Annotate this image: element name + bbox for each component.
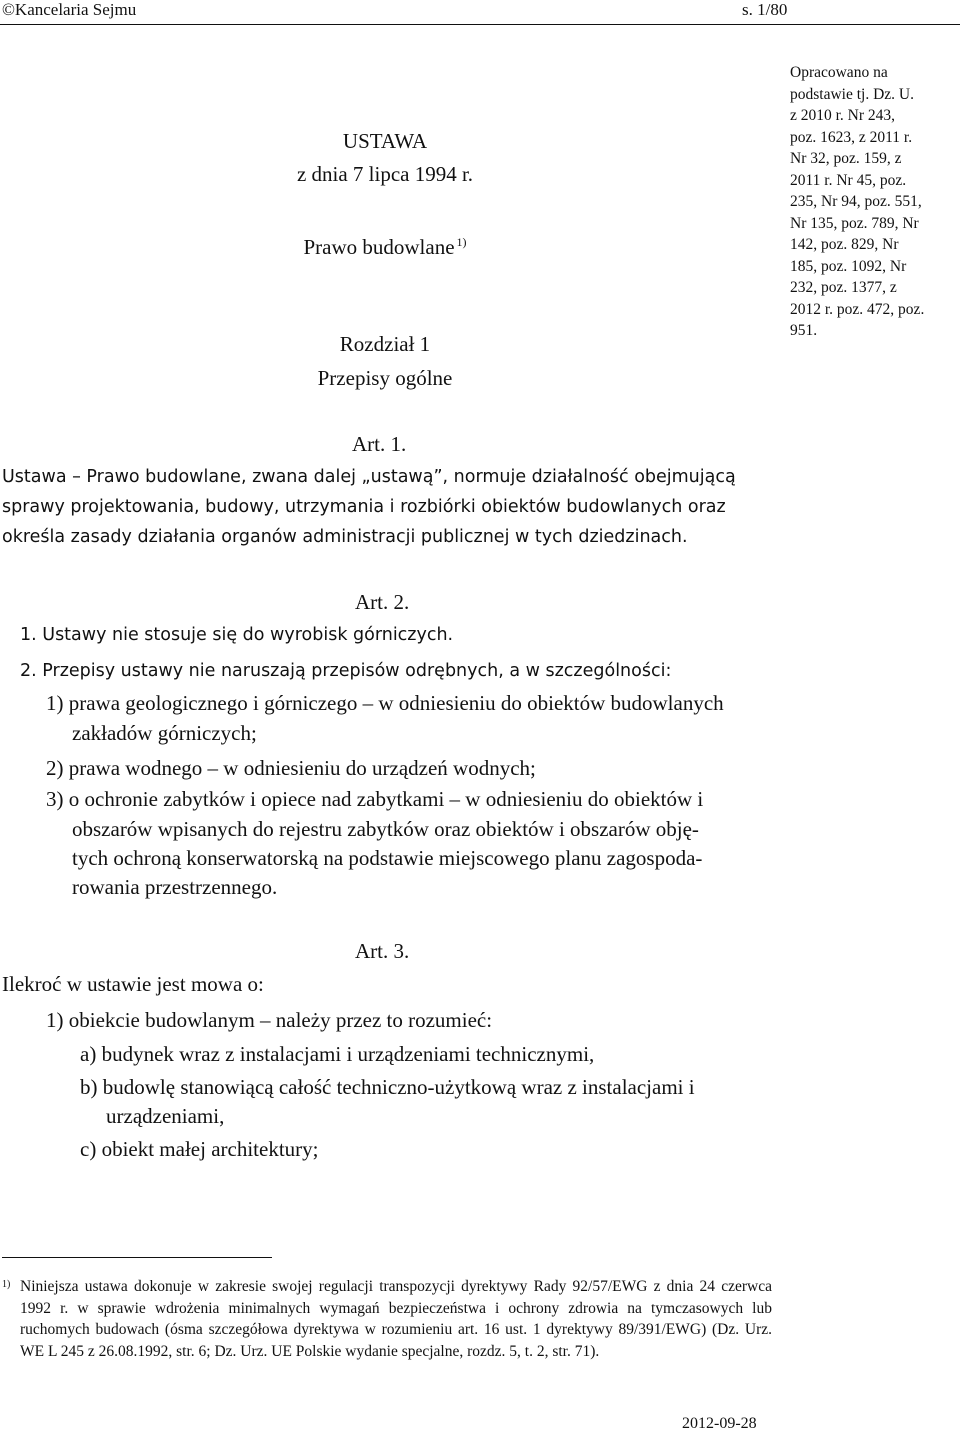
source-note — [790, 62, 960, 342]
header-page-number: s. 1/80 — [742, 0, 788, 19]
art1-line: Ustawa – Prawo budowlane, zwana dalej „ustawą”, normuje działalność obejmującą — [2, 467, 736, 487]
act-name-text: Prawo budowlane — [303, 235, 455, 259]
source-note-line: 185, poz. 1092, Nr — [790, 257, 907, 275]
footnote-divider — [2, 1257, 272, 1258]
art2-item-2: 2) prawa wodnego – w odniesieniu do urządzeń wodnych; — [46, 756, 536, 780]
art3-item-b-cont: urządzeniami, — [106, 1104, 225, 1128]
source-note-line: Nr 135, poz. 789, Nr — [790, 214, 919, 232]
header-copyright: ©Kancelaria Sejmu — [2, 0, 137, 19]
source-note-line: z 2010 r. Nr 243, — [790, 107, 896, 124]
art1-line: określa zasady działania organów administracji publicznej w tych dziedzinach. — [2, 527, 688, 547]
art3-item-a: a) budynek wraz z instalacjami i urządzeniami technicznymi, — [80, 1042, 595, 1066]
art2-heading: Art. 2. — [355, 590, 410, 614]
source-note-line: 2011 r. Nr 45, poz. — [790, 171, 907, 189]
art2-item-3-cont: rowania przestrzennego. — [72, 875, 278, 899]
source-note-line: 951. — [790, 322, 818, 339]
art1-heading: Art. 1. — [352, 432, 407, 456]
act-date: z dnia 7 lipca 1994 r. — [296, 162, 474, 186]
source-note-line: 2012 r. poz. 472, poz. — [790, 300, 925, 318]
art3-heading: Art. 3. — [355, 939, 410, 963]
art2-item-1-cont: zakładów górniczych; — [72, 721, 257, 745]
art1-line: sprawy projektowania, budowy, utrzymania i rozbiórki obiektów budowlanych oraz — [2, 497, 726, 517]
art2-paragraph-2: 2. Przepisy ustawy nie naruszają przepisów odrębnych, a w szczególności: — [20, 661, 672, 681]
art3-item-1: 1) obiekcie budowlanym – należy przez to rozumieć: — [46, 1008, 493, 1032]
source-note-line: Nr 32, poz. 159, z — [790, 150, 902, 167]
act-type: USTAWA — [342, 129, 428, 153]
art2-item-3-cont: obszarów wpisanych do rejestru zabytków oraz obiektów i obszarów obję- — [72, 817, 699, 841]
source-note-line: podstawie tj. Dz. U. — [790, 85, 914, 103]
art3-item-c: c) obiekt małej architektury; — [80, 1137, 319, 1161]
art2-item-1: 1) prawa geologicznego i górniczego – w odniesieniu do obiektów budowlanych — [46, 691, 724, 715]
source-note-line: 142, poz. 829, Nr — [790, 236, 899, 253]
art2-paragraph-1: 1. Ustawy nie stosuje się do wyrobisk górniczych. — [20, 625, 454, 645]
footnote — [2, 1276, 772, 1362]
footnote-marker: 1) — [2, 1279, 11, 1290]
art2-item-3: 3) o ochronie zabytków i opiece nad zabytkami – w odniesieniu do obiektów i — [46, 787, 704, 811]
art3-item-b: b) budowlę stanowiącą całość techniczno-użytkową wraz z instalacjami i — [80, 1075, 695, 1099]
chapter-number: Rozdział 1 — [339, 332, 431, 356]
source-note-line: 232, poz. 1377, z — [790, 279, 897, 296]
chapter-title: Przepisy ogólne — [317, 366, 453, 390]
art3-intro: Ilekroć w ustawie jest mowa o: — [2, 972, 264, 996]
footer-date: 2012-09-28 — [682, 1415, 757, 1432]
source-note-line: poz. 1623, z 2011 r. — [790, 128, 913, 146]
art2-item-3-cont: tych ochroną konserwatorską na podstawie miejscowego planu zagospoda- — [72, 846, 703, 870]
footnote-reference[interactable]: 1) — [456, 235, 467, 249]
source-note-line: Opracowano na — [790, 64, 888, 81]
header-divider — [0, 24, 960, 25]
source-note-line: 235, Nr 94, poz. 551, — [790, 193, 922, 210]
act-name — [230, 228, 540, 261]
footnote-text: Niniejsza ustawa dokonuje w zakresie swojej regulacji transpozycji dyrektywy Rady 92/57/EWG z dnia 24 czerwca 1992 r. w sprawie wdrożenia minimalnych wymagań bezpieczeństwa i ochrony zdrowia na tymczasowych lub ruchomych budowach (ósma szczegółowa dyrektywa w rozumieniu art. 16 ust. 1 dyrektywy 89/391/EWG) (Dz. Urz. WE L 245 z 26.08.1992, str. 6; Dz. Urz. UE Polskie wydanie specjalne, rozdz. 5, t. 2, str. 71). — [20, 1278, 772, 1360]
